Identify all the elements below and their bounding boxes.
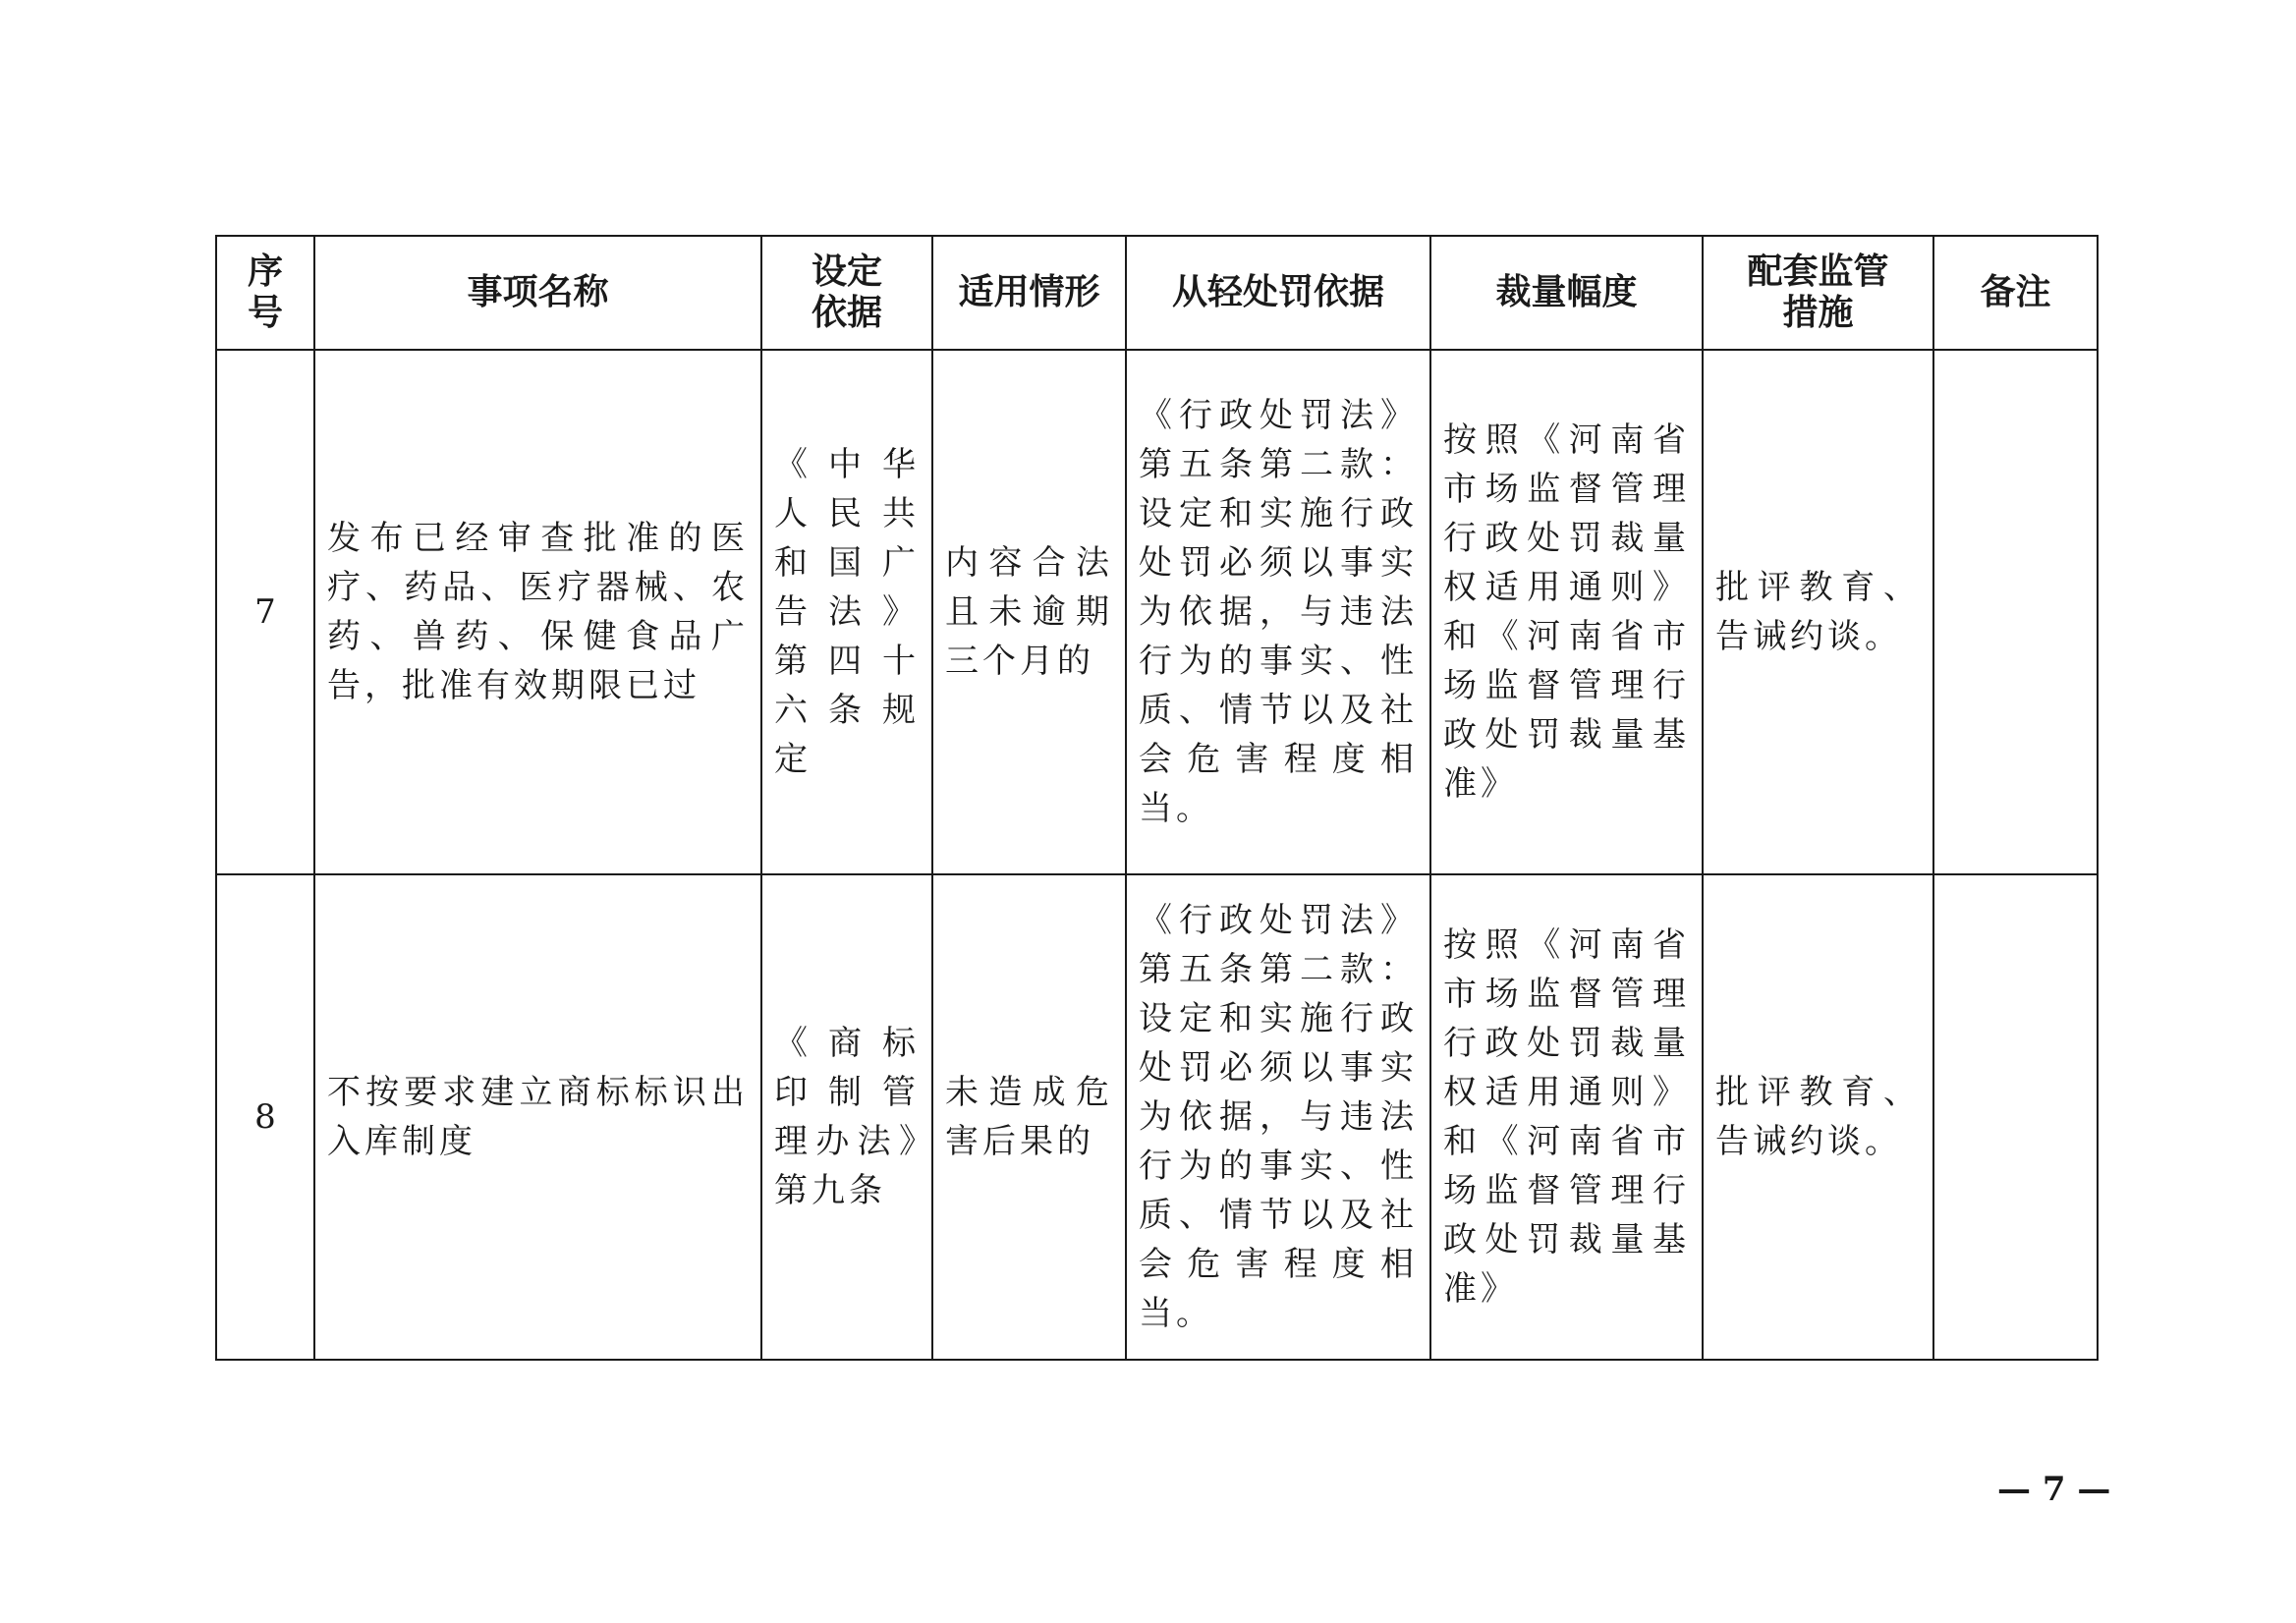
table-row <box>216 874 2098 1360</box>
cell-discretion: 按照《河南省市场监督管理行政处罚裁量权适用通则》和《河南省市场监督管理行政处罚裁量基准》 <box>1430 874 1703 1360</box>
header-serial: 序号 <box>216 236 314 350</box>
cell-basis: 《商标印制管理办法》第九条 <box>761 874 932 1360</box>
penalty-table <box>215 235 2099 1361</box>
header-row <box>216 236 2098 350</box>
cell-serial: 8 <box>216 874 314 1360</box>
cell-measures: 批评教育、告诫约谈。 <box>1703 874 1933 1360</box>
page-number: — 7 — <box>1997 1470 2111 1509</box>
header-basis: 设定依据 <box>761 236 932 350</box>
cell-situation: 未造成危害后果的 <box>932 874 1126 1360</box>
header-situation: 适用情形 <box>932 236 1126 350</box>
table-row <box>216 350 2098 874</box>
header-measures: 配套监管措施 <box>1703 236 1933 350</box>
header-lenient-basis: 从轻处罚依据 <box>1126 236 1430 350</box>
cell-serial: 7 <box>216 350 314 874</box>
cell-discretion: 按照《河南省市场监督管理行政处罚裁量权适用通则》和《河南省市场监督管理行政处罚裁量基准》 <box>1430 350 1703 874</box>
cell-item-name: 发布已经审查批准的医疗、药品、医疗器械、农药、兽药、保健食品广告，批准有效期限已过 <box>314 350 761 874</box>
cell-lenient-basis: 《行政处罚法》第五条第二款：设定和实施行政处罚必须以事实为依据，与违法行为的事实、性质、情节以及社会危害程度相当。 <box>1126 350 1430 874</box>
header-item-name: 事项名称 <box>314 236 761 350</box>
cell-basis: 《中华人民共和国广告法》第四十六条规定 <box>761 350 932 874</box>
cell-remark <box>1933 350 2098 874</box>
header-discretion: 裁量幅度 <box>1430 236 1703 350</box>
cell-measures: 批评教育、告诫约谈。 <box>1703 350 1933 874</box>
cell-item-name: 不按要求建立商标标识出入库制度 <box>314 874 761 1360</box>
header-remark: 备注 <box>1933 236 2098 350</box>
cell-lenient-basis: 《行政处罚法》第五条第二款：设定和实施行政处罚必须以事实为依据，与违法行为的事实、性质、情节以及社会危害程度相当。 <box>1126 874 1430 1360</box>
cell-situation: 内容合法且未逾期三个月的 <box>932 350 1126 874</box>
cell-remark <box>1933 874 2098 1360</box>
